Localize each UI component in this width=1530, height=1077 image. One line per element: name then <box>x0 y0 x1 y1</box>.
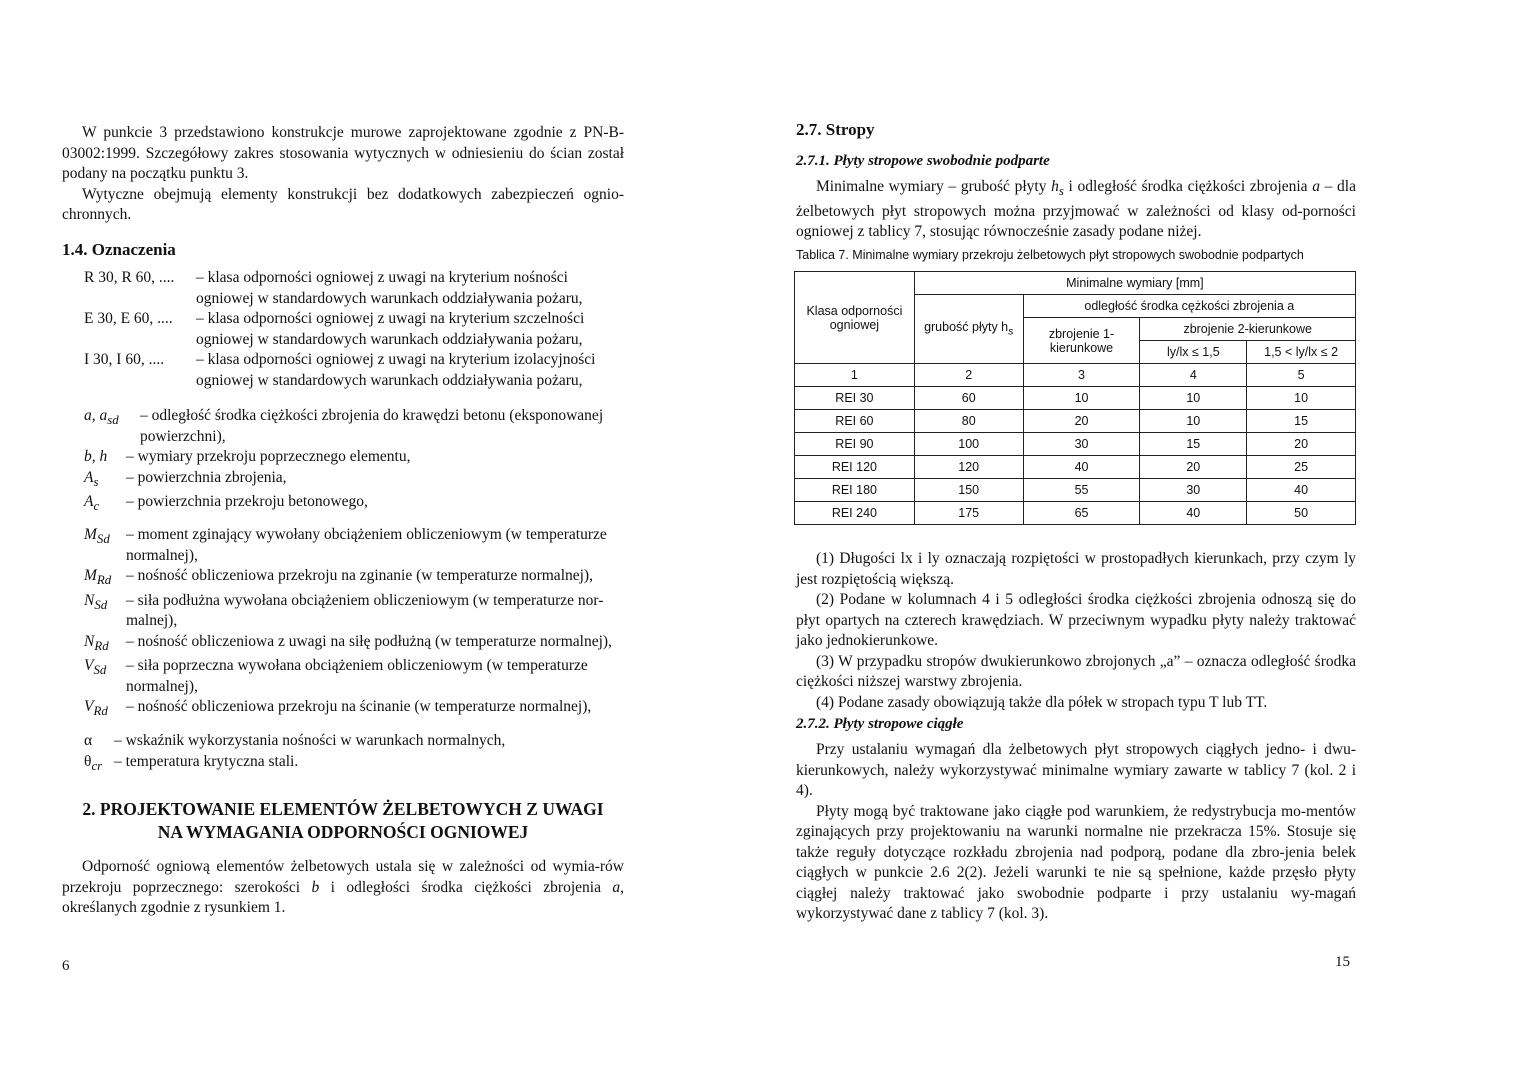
table-caption: Tablica 7. Minimalne wymiary przekroju żelbetowych płyt stropowych swobodnie podpartych <box>796 248 1304 262</box>
chapter-title: 2. PROJEKTOWANIE ELEMENTÓW ŻELBETOWYCH Z UWAGI NA WYMAGANIA ODPORNOŚCI OGNIOWEJ <box>82 799 604 842</box>
list-item: $V_{Sd}$ – siła poprzeczna wywołana obciążeniem obliczeniowym (w temperaturze normalnej), <box>84 657 588 695</box>
subsection-title: 2.7.1. Płyty stropowe swobodnie podparte <box>796 153 1050 169</box>
list-item: $M_{Rd}$ – nośność obliczeniowa przekroju na zginanie (w temperaturze normalnej), <box>84 567 593 588</box>
paragraph: Odporność ogniową elementów żelbetowych ustala się w zależności od wymia-rów przekroju poprzecznego: szerokości b i odległości środka ciężkości zbrojenia a, określanych zgodnie z rysunkiem 1. <box>62 858 624 916</box>
table-notes <box>796 549 1356 713</box>
table-row: REI 30 60 10 10 10 <box>795 387 1356 410</box>
header-cell: zbrojenie 2-kierunkowe <box>1140 318 1356 341</box>
header-cell: odległość środka cężkości zbrojenia a <box>1023 295 1355 318</box>
paragraph: Wytyczne obejmują elementy konstrukcji bez dodatkowych zabezpieczeń ognio-chronnych. <box>62 185 624 223</box>
list-item: R 30, R 60, .... – klasa odporności ogniowej z uwagi na kryterium nośności ogniowej w standardowych warunkach oddziaływania pożaru, <box>84 269 583 307</box>
list-item: $M_{Sd}$ – moment zginający wywołany obciążeniem obliczeniowym (w temperaturze normalnej), <box>84 526 607 564</box>
section-title: 2.7. Stropy <box>796 120 875 139</box>
list-item: a, $a_{sd}$ – odległość środka ciężkości zbrojenia do krawędzi betonu (eksponowanej powierzchni), <box>84 407 604 445</box>
header-cell: ly/lx ≤ 1,5 <box>1140 341 1247 364</box>
section-title: 1.4. Oznaczenia <box>62 240 176 259</box>
list-item: $\theta_{cr}$ – temperatura krytyczna stali. <box>84 752 299 773</box>
list-item: I 30, I 60, .... – klasa odporności ogniowej z uwagi na kryterium izolacyjności ogniowej w standardowych warunkach oddziaływania pożaru, <box>84 351 596 389</box>
symbol-list-geometry <box>84 406 624 517</box>
class-list <box>84 268 624 391</box>
continuous-slabs-text <box>796 740 1356 925</box>
note: (1) Długości lx i ly oznaczają rozpiętości w prostopadłych kierunkach, przy czym ly jest rozpiętością większą. <box>796 550 1356 588</box>
intro-text <box>62 123 624 226</box>
paragraph: W punkcie 3 przedstawiono konstrukcje murowe zaprojektowane zgodnie z PN-B-03002:1999. Szczegółowy zakres stosowania wytycznych w odniesieniu do ścian został podany na początku punktu 3. <box>62 124 624 182</box>
left-page <box>62 0 624 1077</box>
header-cell: Minimalne wymiary [mm] <box>914 272 1355 295</box>
note: (3) W przypadku stropów dwukierunkowo zbrojonych „a” – oznacza odległość środka ciężkości niższej warstwy zbrojenia. <box>796 652 1356 690</box>
header-cell: 1,5 < ly/lx ≤ 2 <box>1247 341 1356 364</box>
table-row: REI 180 150 55 30 40 <box>795 479 1356 502</box>
note: (4) Podane zasady obowiązują także dla półek w stropach typu T lub TT. <box>816 693 1268 711</box>
note: (2) Podane w kolumnach 4 i 5 odległości środka ciężkości zbrojenia odnoszą się do płyt opartych na czterech krawędziach. W przeciwnym wypadku płyty należy traktować jako jednokierunkowe. <box>796 591 1356 649</box>
list-item: E 30, E 60, .... – klasa odporności ogniowej z uwagi na kryterium szczelności ogniowej w standardowych warunkach oddziaływania pożaru, <box>84 310 585 348</box>
page-number: 15 <box>1335 954 1350 970</box>
table-row: REI 240 175 65 40 50 <box>795 502 1356 525</box>
column-number-row: 1 2 3 4 5 <box>795 364 1356 387</box>
subsection-title: 2.7.2. Płyty stropowe ciągłe <box>796 716 964 732</box>
table-row: REI 60 80 20 10 15 <box>795 410 1356 433</box>
table-row: REI 90 100 30 15 20 <box>795 433 1356 456</box>
symbol-list-ratios <box>84 731 624 776</box>
header-cell: grubość płyty $h_s$ <box>914 295 1023 364</box>
dimensions-table <box>794 271 1356 525</box>
symbol-list-forces <box>84 525 624 722</box>
list-item: $N_{Sd}$ – siła podłużna wywołana obciążeniem obliczeniowym (w temperaturze nor-malnej), <box>84 591 604 630</box>
paragraph: Płyty mogą być traktowane jako ciągłe pod warunkiem, że redystrybucja mo-mentów zginających przy projektowaniu na warunki normalne nie przekracza 15%. Stosuje się także reguły dotyczące rozkładu zbrojenia nad podporą, podane dla zbro-jenia belek ciągłych w punkcie 2.6 2(2). Jeżeli warunki te nie są spełnione, każde przęsło płyty ciągłej należy traktować jako swobodnie podparte i przy ustalaniu wy-magań wykorzystywać dane z tablicy 7 (kol. 3). <box>796 802 1356 922</box>
list-item: $A_s$ – powierzchnia zbrojenia, <box>84 468 287 489</box>
header-cell: zbrojenie 1-kierunkowe <box>1023 318 1140 364</box>
header-cell: Klasa odporności ogniowej <box>795 272 915 364</box>
list-item: $V_{Rd}$ – nośność obliczeniowa przekroju na ścinanie (w temperaturze normalnej), <box>84 698 592 719</box>
paragraph: Przy ustalaniu wymagań dla żelbetowych płyt stropowych ciągłych jedno- i dwu-kierunkowych, należy wykorzystywać minimalne wymiary zawarte w tablicy 7 (kol. 2 i 4). <box>796 741 1356 799</box>
list-item: $N_{Rd}$ – nośność obliczeniowa z uwagi na siłę podłużną (w temperaturze normalnej), <box>84 632 612 653</box>
paragraph: Minimalne wymiary – grubość płyty $h_s$ i odległość środka ciężkości zbrojenia a – dla żelbetowych płyt stropowych można przyjmować w zależności od klasy od-porności ogniowej z tablicy 7, stosując równocześnie zasady podane niżej. <box>796 178 1356 241</box>
list-item: b, h – wymiary przekroju poprzecznego elementu, <box>84 448 411 465</box>
list-item: α – wskaźnik wykorzystania nośności w warunkach normalnych, <box>84 732 506 749</box>
list-item: $A_c$ – powierzchnia przekroju betonowego, <box>84 493 368 514</box>
right-page <box>796 0 1356 1077</box>
page-number: 6 <box>62 958 70 974</box>
table-row: REI 120 120 40 20 25 <box>795 456 1356 479</box>
